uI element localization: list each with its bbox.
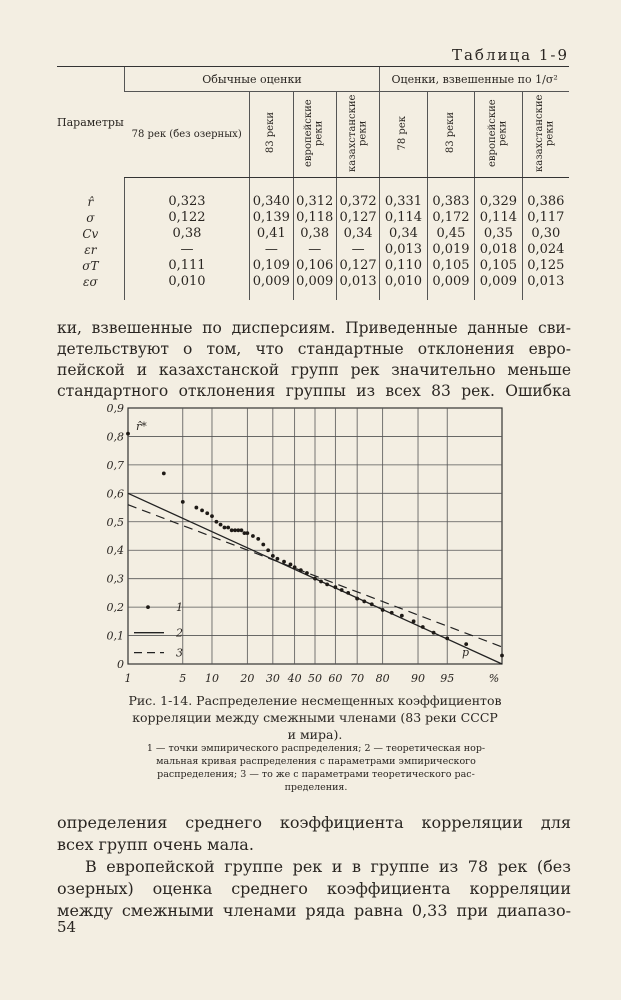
y-tick-label: 0,4 xyxy=(106,544,124,558)
param-cell: r̂ xyxy=(87,194,94,209)
data-point xyxy=(210,514,214,518)
data-point xyxy=(325,582,329,586)
figure-caption xyxy=(100,692,530,743)
data-point xyxy=(162,472,166,476)
table-cell: — xyxy=(336,242,379,258)
legend-number: 3 xyxy=(176,646,183,660)
legend-point-marker xyxy=(146,605,150,609)
table-cell: 0,38 xyxy=(293,226,336,242)
table-cell: 0,41 xyxy=(250,226,293,242)
table-cell: 0,106 xyxy=(293,258,336,274)
data-point xyxy=(240,528,244,532)
data-point xyxy=(219,523,223,527)
text-line: между смежными членами ряда равна 0,33 при диапазо- xyxy=(57,901,571,920)
table-cell: — xyxy=(250,242,293,258)
x-tick-label: 20 xyxy=(240,672,255,685)
data-point xyxy=(126,432,130,436)
data-point xyxy=(340,588,344,592)
y-tick-label: 0,2 xyxy=(106,601,124,615)
table-cell: 0,117 xyxy=(522,210,569,226)
data-point xyxy=(445,637,449,641)
x-tick-label: 50 xyxy=(308,672,322,685)
col-header: 83 реки xyxy=(427,92,474,178)
table-row xyxy=(57,178,569,211)
table-cell: 0,34 xyxy=(336,226,379,242)
x-tick-label: 70 xyxy=(350,672,365,685)
data-point xyxy=(181,500,185,504)
data-point xyxy=(421,625,425,629)
table-cell: 0,114 xyxy=(380,210,427,226)
data-point xyxy=(333,585,337,589)
legend-line: распределения; 3 — то же с параметрами теоретического рас- xyxy=(157,769,475,780)
table-cell: 0,010 xyxy=(124,274,249,300)
x-tick-label: 5 xyxy=(179,672,187,685)
data-point xyxy=(289,563,293,567)
table-row xyxy=(57,242,569,258)
data-point xyxy=(251,534,255,538)
table-row xyxy=(57,258,569,274)
parameters-table xyxy=(57,66,569,300)
table-cell: 0,34 xyxy=(380,226,427,242)
data-point xyxy=(194,506,198,510)
table-cell: 0,340 xyxy=(250,178,293,211)
data-point xyxy=(500,654,504,658)
table-row xyxy=(57,210,569,226)
data-point xyxy=(400,614,404,618)
table-cell: — xyxy=(293,242,336,258)
legend-number: 2 xyxy=(176,626,183,640)
caption-line: и мира). xyxy=(287,727,343,742)
x-tick-label: 1 xyxy=(124,672,132,685)
table-cell: 0,323 xyxy=(124,178,249,211)
p-label: p xyxy=(462,646,470,659)
data-point xyxy=(381,608,385,612)
param-cell: σT xyxy=(82,259,99,273)
data-point xyxy=(230,528,234,532)
caption-line: корреляции между смежными членами (83 реки СССР xyxy=(132,710,498,725)
x-tick-label: 40 xyxy=(287,672,302,685)
param-cell: Cv xyxy=(82,227,99,241)
text-line: детельствуют о том, что стандартные отклонения евро- xyxy=(57,340,571,358)
data-point xyxy=(256,537,260,541)
data-point xyxy=(412,619,416,623)
legend-line: 1 — точки эмпирического распределения; 2 — теоретическая нор- xyxy=(146,743,486,754)
table-cell: 0,386 xyxy=(522,178,569,211)
paragraph-2 xyxy=(57,812,571,922)
y-tick-label: 0,7 xyxy=(106,458,124,472)
figure-legend-text xyxy=(112,742,520,794)
data-point xyxy=(319,580,323,584)
y-tick-label: 0,1 xyxy=(106,629,124,643)
col-header: казахстанские реки xyxy=(336,92,379,178)
table-cell: 0,35 xyxy=(475,226,522,242)
y-tick-label: 0,8 xyxy=(106,430,124,444)
table-cell: 0,30 xyxy=(522,226,569,242)
data-point xyxy=(432,631,436,635)
table-cell: 0,019 xyxy=(427,242,474,258)
x-tick-label: % xyxy=(488,672,500,685)
data-point xyxy=(205,511,209,515)
text-line: определения среднего коэффициента корреляции для xyxy=(57,813,571,832)
legend-number: 1 xyxy=(176,601,183,615)
y-tick-label: 0,6 xyxy=(106,487,124,501)
col-header: европейские реки xyxy=(475,92,522,178)
table-cell: 0,127 xyxy=(336,210,379,226)
table-row xyxy=(57,226,569,242)
table-cell: 0,105 xyxy=(475,258,522,274)
data-point xyxy=(200,509,204,513)
x-tick-label: 95 xyxy=(440,672,455,685)
data-point xyxy=(305,571,309,575)
table-cell: 0,125 xyxy=(522,258,569,274)
y-axis-label: r̂* xyxy=(136,420,147,433)
table-cell: 0,329 xyxy=(475,178,522,211)
paragraph-1 xyxy=(57,318,571,402)
text-line: пейской и казахстанской групп рек значительно меньше xyxy=(57,361,571,379)
group-usual-header: Обычные оценки xyxy=(124,67,380,92)
table-cell: 0,383 xyxy=(427,178,474,211)
data-point xyxy=(355,597,359,601)
text-line: озерных) оценка среднего коэффициента корреляции xyxy=(57,879,571,898)
table-cell: 0,118 xyxy=(293,210,336,226)
data-point xyxy=(245,531,249,535)
table-cell: 0,109 xyxy=(250,258,293,274)
table-cell: 0,110 xyxy=(380,258,427,274)
data-point xyxy=(370,602,374,606)
x-tick-label: 10 xyxy=(204,672,219,685)
legend-line: мальная кривая распределения с параметрами эмпирического xyxy=(156,756,476,767)
table-cell: 0,372 xyxy=(336,178,379,211)
table-cell: 0,009 xyxy=(427,274,474,300)
table-cell: 0,013 xyxy=(336,274,379,300)
x-tick-label: 30 xyxy=(265,672,280,685)
y-tick-label: 0,3 xyxy=(106,572,124,586)
table-cell: 0,331 xyxy=(380,178,427,211)
col-header: 78 рек xyxy=(380,92,427,178)
data-point xyxy=(346,591,350,595)
data-point xyxy=(215,520,219,524)
param-cell: εσ xyxy=(83,275,98,289)
data-point xyxy=(271,554,275,558)
data-point xyxy=(362,600,366,604)
table-cell: 0,111 xyxy=(124,258,249,274)
table-cell: 0,139 xyxy=(250,210,293,226)
table-cell: 0,45 xyxy=(427,226,474,242)
y-tick-label: 0,5 xyxy=(106,515,124,529)
caption-line: Рис. 1-14. Распределение несмещенных коэффициентов xyxy=(128,693,502,708)
table-label: Таблица 1-9 xyxy=(451,46,569,64)
text-line: стандартного отклонения группы из всех 83 рек. Ошибка xyxy=(57,382,571,400)
y-tick-label: 0,9 xyxy=(106,402,124,415)
data-point xyxy=(390,611,394,615)
data-point xyxy=(261,543,265,547)
x-tick-label: 90 xyxy=(411,672,426,685)
col-header: 83 реки xyxy=(250,92,293,178)
x-tick-label: 80 xyxy=(375,672,390,685)
table-cell: 0,38 xyxy=(124,226,249,242)
y-tick-label: 0 xyxy=(117,658,124,671)
page-number: 54 xyxy=(57,918,77,936)
text-line: всех групп очень мала. xyxy=(57,835,254,854)
table-cell: 0,013 xyxy=(380,242,427,258)
table-cell: 0,009 xyxy=(293,274,336,300)
data-point xyxy=(293,565,297,569)
text-line: ки, взвешенные по дисперсиям. Приведенные данные сви- xyxy=(57,319,571,337)
table-cell: 0,024 xyxy=(522,242,569,258)
table-cell: 0,122 xyxy=(124,210,249,226)
col-header: европейские реки xyxy=(293,92,336,178)
table-cell: 0,010 xyxy=(380,274,427,300)
param-header: Параметры xyxy=(57,67,124,178)
table-cell: 0,127 xyxy=(336,258,379,274)
chart-svg xyxy=(100,400,520,692)
table-cell: 0,312 xyxy=(293,178,336,211)
col-header: казахстанские реки xyxy=(522,92,569,178)
col-header: 78 рек (без озерных) xyxy=(124,92,249,178)
param-cell: εr xyxy=(84,243,97,257)
legend-line: пределения. xyxy=(284,782,348,793)
table-cell: 0,009 xyxy=(250,274,293,300)
table-cell: 0,114 xyxy=(475,210,522,226)
table-cell: 0,018 xyxy=(475,242,522,258)
table-row xyxy=(57,274,569,300)
data-point xyxy=(282,560,286,564)
group-weighted-header: Оценки, взвешенные по 1/σ² xyxy=(380,67,569,92)
data-point xyxy=(223,526,227,530)
table-cell: — xyxy=(124,242,249,258)
table-cell: 0,009 xyxy=(475,274,522,300)
data-point xyxy=(266,548,270,552)
table-cell: 0,013 xyxy=(522,274,569,300)
data-point xyxy=(313,577,317,581)
data-point xyxy=(226,526,230,530)
text-line: В европейской группе рек и в группе из 78 рек (без xyxy=(85,857,571,876)
x-tick-label: 60 xyxy=(328,672,343,685)
data-point xyxy=(233,528,237,532)
table-cell: 0,105 xyxy=(427,258,474,274)
param-cell: σ xyxy=(86,211,95,225)
data-point xyxy=(276,557,280,561)
table-cell: 0,172 xyxy=(427,210,474,226)
figure-chart xyxy=(100,400,520,692)
data-point xyxy=(299,568,303,572)
